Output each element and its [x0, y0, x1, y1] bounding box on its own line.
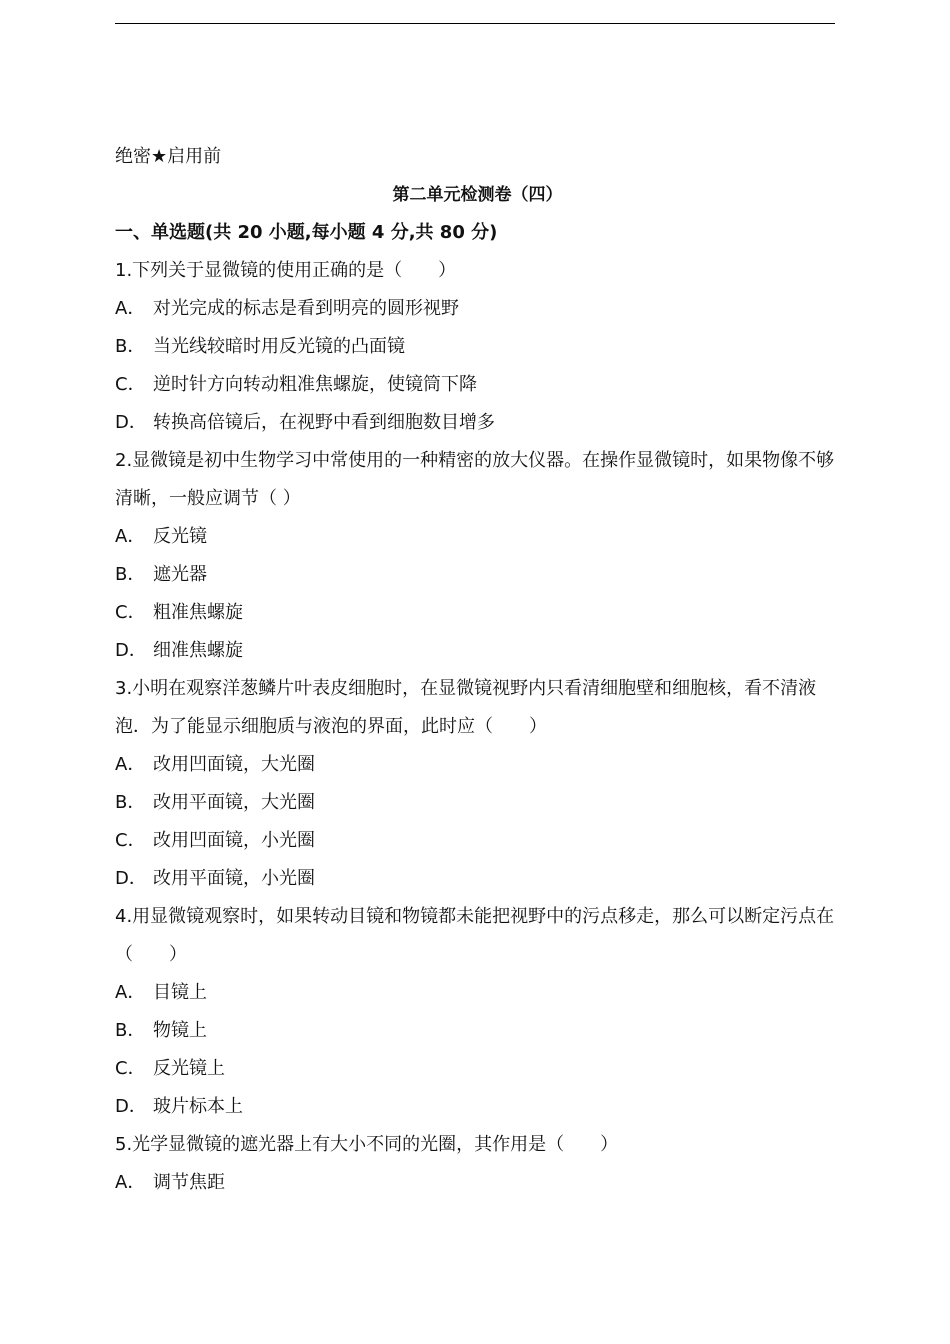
option-text: 当光线较暗时用反光镜的凸面镜 [153, 336, 405, 357]
option-letter: C． [115, 374, 146, 395]
question-1 [115, 252, 840, 442]
option-text: 改用凹面镜，小光圈 [153, 830, 315, 851]
option-letter: D． [115, 1096, 147, 1117]
option-text: 玻片标本上 [153, 1096, 243, 1117]
option-letter: D． [115, 640, 147, 661]
option-letter: A． [115, 1172, 146, 1193]
option-letter: C． [115, 1058, 146, 1079]
option-text: 遮光器 [153, 564, 207, 585]
option-letter: A． [115, 982, 146, 1003]
question-stem: 2.显微镜是初中生物学习中常使用的一种精密的放大仪器。在操作显微镜时，如果物像不够清晰，一般应调节（ ） [115, 450, 835, 509]
option-a [115, 290, 840, 328]
option-letter: D． [115, 412, 147, 433]
option-text: 改用凹面镜，大光圈 [153, 754, 315, 775]
option-a [115, 518, 840, 556]
option-d [115, 404, 840, 442]
secret-label: 绝密★启用前 [115, 146, 222, 167]
option-text: 反光镜 [153, 526, 207, 547]
option-text: 对光完成的标志是看到明亮的圆形视野 [153, 298, 459, 319]
question-4 [115, 898, 840, 1126]
option-d [115, 1088, 840, 1126]
question-stem: 3.小明在观察洋葱鳞片叶表皮细胞时，在显微镜视野内只看清细胞壁和细胞核，看不清液泡．为了能显示细胞质与液泡的界面，此时应（ ） [115, 678, 817, 737]
option-letter: C． [115, 830, 146, 851]
option-c [115, 822, 840, 860]
question-stem: 5.光学显微镜的遮光器上有大小不同的光圈，其作用是（ ） [115, 1134, 619, 1155]
option-letter: C． [115, 602, 146, 623]
option-letter: D． [115, 868, 147, 889]
option-d [115, 632, 840, 670]
option-a [115, 974, 840, 1012]
option-a [115, 746, 840, 784]
question-3 [115, 670, 840, 898]
option-letter: A． [115, 754, 146, 775]
section-heading: 一、单选题(共 20 小题,每小题 4 分,共 80 分) [115, 222, 498, 243]
option-a [115, 1164, 840, 1202]
option-d [115, 860, 840, 898]
option-b [115, 1012, 840, 1050]
exam-page [115, 138, 840, 1202]
option-b [115, 328, 840, 366]
option-letter: A． [115, 526, 146, 547]
option-c [115, 594, 840, 632]
exam-title: 第二单元检测卷（四） [392, 185, 563, 205]
option-b [115, 556, 840, 594]
option-letter: B． [115, 792, 146, 813]
option-text: 调节焦距 [153, 1172, 225, 1193]
option-text: 改用平面镜，大光圈 [153, 792, 315, 813]
option-letter: B． [115, 1020, 146, 1041]
option-letter: B． [115, 564, 146, 585]
option-text: 反光镜上 [153, 1058, 225, 1079]
option-c [115, 1050, 840, 1088]
option-letter: A． [115, 298, 146, 319]
option-letter: B． [115, 336, 146, 357]
option-text: 改用平面镜，小光圈 [153, 868, 315, 889]
header-rule [115, 23, 835, 24]
option-text: 逆时针方向转动粗准焦螺旋，使镜筒下降 [153, 374, 477, 395]
option-text: 物镜上 [153, 1020, 207, 1041]
question-stem: 4.用显微镜观察时，如果转动目镜和物镜都未能把视野中的污点移走，那么可以断定污点在（ ） [115, 906, 835, 965]
option-text: 粗准焦螺旋 [153, 602, 243, 623]
option-text: 细准焦螺旋 [153, 640, 243, 661]
question-5 [115, 1126, 840, 1202]
question-2 [115, 442, 840, 670]
option-text: 目镜上 [153, 982, 207, 1003]
option-b [115, 784, 840, 822]
question-stem: 1.下列关于显微镜的使用正确的是（ ） [115, 260, 457, 281]
option-c [115, 366, 840, 404]
option-text: 转换高倍镜后，在视野中看到细胞数目增多 [153, 412, 495, 433]
